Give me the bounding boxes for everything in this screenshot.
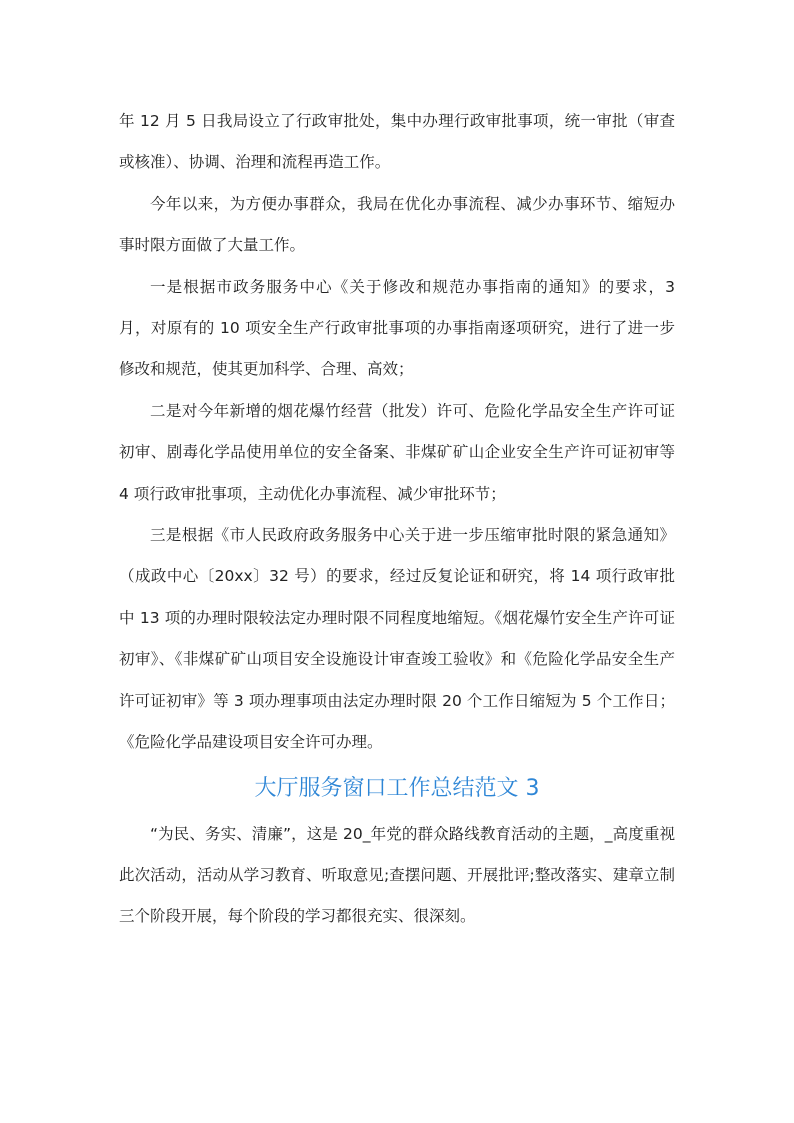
document-page <box>119 101 675 938</box>
paragraph-this-year: 今年以来，为方便办事群众，我局在优化办事流程、减少办事环节、缩短办事时限方面做了大量工作。 <box>119 194 675 255</box>
paragraph-education-activity: “为民、务实、清廉”，这是 20_年党的群众路线教育活动的主题，_高度重视此次活动，活动从学习教育、听取意见;查摆问题、开展批评;整改落实、建章立制三个阶段开展，每个阶段的学习都很充实、很深刻。 <box>119 824 675 926</box>
paragraph-first-measure: 一是根据市政务服务中心《关于修改和规范办事指南的通知》的要求，3 月，对原有的 10 项安全生产行政审批事项的办事指南逐项研究，进行了进一步修改和规范，使其更加科学、合理、高效； <box>119 277 675 379</box>
section-heading: 大厅服务窗口工作总结范文 3 <box>254 775 540 801</box>
paragraph-approval-office: 年 12 月 5 日我局设立了行政审批处，集中办理行政审批事项，统一审批（审查或核准）、协调、治理和流程再造工作。 <box>119 112 675 172</box>
paragraph-third-measure: 三是根据《市人民政府政务服务中心关于进一步压缩审批时限的紧急通知》（成政中心〔20xx〕32 号）的要求，经过反复论证和研究，将 14 项行政审批中 13 项的办理时限较法定办理时限不同程度地缩短。《烟花爆竹安全生产许可证初审》、《非煤矿矿山项目安全设施设计审查竣工验收》和《危险化学品安全生产许可证初审》等 3 项办理事项由法定办理时限 20 个工作日缩短为 5 个工作日；《危险化学品建设项目安全许可办理。 <box>119 526 675 752</box>
paragraph-second-measure: 二是对今年新增的烟花爆竹经营（批发）许可、危险化学品安全生产许可证初审、剧毒化学品使用单位的安全备案、非煤矿矿山企业安全生产许可证初审等 4 项行政审批事项，主动优化办事流程、减少审批环节； <box>119 401 675 503</box>
